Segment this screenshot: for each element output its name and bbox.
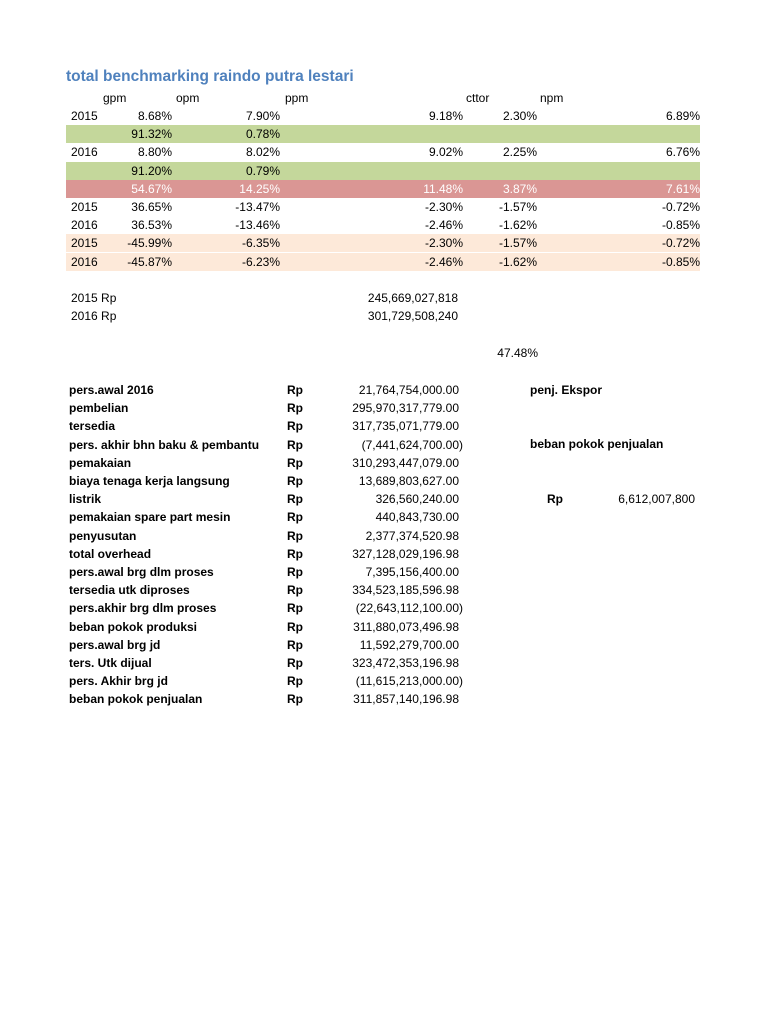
cost-value: 21,764,754,000.00	[358, 383, 459, 397]
header-gpm: gpm	[103, 91, 127, 105]
ratio-row	[66, 253, 700, 271]
cost-value: 326,560,240.00	[375, 492, 459, 507]
cost-currency: Rp	[287, 619, 303, 634]
cost-currency: Rp	[287, 674, 303, 689]
ratio-cell: 7.61%	[665, 181, 700, 196]
cost-value: 334,523,185,596.98	[352, 583, 459, 598]
cost-currency: Rp	[287, 510, 303, 525]
cost-label: beban pokok produksi	[69, 619, 198, 634]
cost-value: 311,880,073,496.98	[353, 619, 459, 634]
sales-value: 245,669,027,818	[367, 291, 458, 305]
cost-label: pers. Akhir brg jd	[69, 674, 168, 689]
ratio-row	[66, 162, 700, 180]
ratio-year: 2015	[71, 236, 98, 251]
ratio-cell: -0.72%	[661, 236, 700, 251]
cost-value: 440,843,730.00	[375, 510, 459, 525]
ratio-cell: 2.25%	[502, 145, 537, 160]
cost-label: pers. akhir bhn baku & pembantu	[69, 437, 260, 452]
cost-currency: Rp	[287, 455, 303, 470]
cost-value: (7,441,624,700.00)	[361, 437, 463, 452]
cost-value: 2,377,374,520.98	[365, 528, 459, 543]
cost-label: pers.awal brg dlm proses	[69, 565, 214, 579]
cost-currency: Rp	[287, 565, 303, 579]
ratio-row	[66, 198, 700, 216]
cost-value: 7,395,156,400.00	[365, 565, 459, 579]
cost-value: (11,615,213,000.00)	[355, 674, 463, 689]
ratio-cell: -2.46%	[424, 218, 463, 233]
cost-label: total overhead	[69, 546, 152, 561]
ratio-cell: -2.46%	[424, 254, 463, 269]
header-npm: npm	[540, 91, 564, 105]
cost-currency: Rp	[287, 546, 303, 561]
ratio-row	[66, 180, 700, 198]
ratio-cell: -2.30%	[424, 200, 463, 214]
ratio-cell: 6.89%	[665, 109, 700, 123]
cost-currency: Rp	[287, 656, 303, 670]
penj-ekspor-label: penj. Ekspor	[530, 383, 603, 397]
cost-value: 295,970,317,779.00	[352, 401, 459, 416]
ratio-cell: 2.30%	[502, 109, 537, 123]
ratio-cell: 9.18%	[428, 109, 463, 123]
cost-currency: Rp	[287, 601, 303, 616]
cost-value: 311,857,140,196.98	[353, 692, 459, 707]
cost-currency: Rp	[287, 401, 303, 416]
cost-label: pembelian	[69, 401, 129, 416]
growth-percent: 47.48%	[497, 346, 538, 360]
cost-currency: Rp	[287, 583, 303, 598]
cost-currency: Rp	[287, 437, 303, 452]
sales-label: 2016 Rp	[71, 309, 117, 323]
ratio-cell: 7.90%	[245, 109, 280, 123]
cost-label: pemakaian spare part mesin	[69, 510, 231, 525]
ratio-cell: 11.48%	[423, 181, 463, 196]
ratio-row	[66, 234, 700, 252]
cost-value: 317,735,071,779.00	[352, 419, 459, 434]
ratio-cell: -13.46%	[235, 218, 280, 233]
header-opm: opm	[176, 91, 200, 105]
cost-currency: Rp	[287, 419, 303, 434]
cost-label: beban pokok penjualan	[69, 692, 203, 707]
cost-label: tersedia utk diproses	[69, 583, 190, 598]
sheet-title: total benchmarking raindo putra lestari	[66, 68, 354, 85]
cost-label: pers.awal 2016	[69, 383, 154, 397]
ratio-cell: -1.57%	[498, 200, 537, 214]
header-cttor: cttor	[466, 91, 490, 105]
ratio-row	[66, 143, 700, 161]
ratio-cell: 91.20%	[131, 163, 172, 178]
cost-value: 310,293,447,079.00	[352, 455, 459, 470]
ratio-cell: -45.87%	[127, 254, 172, 269]
cost-label: ters. Utk dijual	[69, 656, 152, 670]
ratio-cell: 9.02%	[428, 145, 463, 160]
cost-label: listrik	[69, 492, 102, 507]
ratio-cell: -2.30%	[424, 236, 463, 251]
ratio-cell: -6.23%	[241, 254, 280, 269]
ratio-cell: 36.53%	[131, 218, 172, 233]
ratio-cell: -0.72%	[661, 200, 700, 214]
header-ppm: ppm	[285, 91, 309, 105]
cost-label: pers.akhir brg dlm proses	[69, 601, 217, 616]
ratio-cell: 0.78%	[245, 127, 280, 142]
side-amount: 6,612,007,800	[618, 492, 695, 506]
ratio-year: 2016	[71, 254, 98, 269]
sales-label: 2015 Rp	[71, 291, 117, 305]
beban-pokok-label: beban pokok penjualan	[530, 437, 664, 451]
ratio-row	[66, 107, 700, 125]
ratio-row	[66, 216, 700, 234]
cost-value: 327,128,029,196.98	[352, 546, 459, 561]
cost-value: 13,689,803,627.00	[358, 474, 459, 488]
ratio-year: 2015	[71, 200, 98, 214]
cost-value: (22,643,112,100.00)	[355, 601, 463, 616]
cost-label: pers.awal brg jd	[69, 637, 161, 652]
ratio-year: 2015	[71, 109, 98, 123]
ratio-cell: -1.57%	[498, 236, 537, 251]
cost-currency: Rp	[287, 383, 303, 397]
ratio-cell: -1.62%	[498, 254, 537, 269]
cost-label: pemakaian	[69, 455, 132, 470]
ratio-cell: 6.76%	[665, 145, 700, 160]
ratio-year: 2016	[71, 218, 98, 233]
cost-value: 323,472,353,196.98	[352, 656, 459, 670]
ratio-cell: -45.99%	[127, 236, 172, 251]
ratio-cell: -1.62%	[498, 218, 537, 233]
ratio-cell: 91.32%	[131, 127, 172, 142]
cost-label: penyusutan	[69, 528, 137, 543]
ratio-cell: 3.87%	[502, 181, 537, 196]
cost-label: biaya tenaga kerja langsung	[69, 474, 230, 488]
cost-currency: Rp	[287, 692, 303, 707]
cost-currency: Rp	[287, 528, 303, 543]
ratio-cell: 8.80%	[137, 145, 172, 160]
cost-currency: Rp	[287, 474, 303, 488]
ratio-row	[66, 125, 700, 143]
side-currency: Rp	[547, 492, 563, 506]
ratio-cell: -6.35%	[241, 236, 280, 251]
ratio-cell: -13.47%	[235, 200, 280, 214]
ratio-year: 2016	[71, 145, 98, 160]
ratio-cell: 36.65%	[131, 200, 172, 214]
cost-currency: Rp	[287, 637, 303, 652]
ratio-cell: 8.02%	[245, 145, 280, 160]
ratio-cell: 0.79%	[245, 163, 280, 178]
ratio-cell: 8.68%	[137, 109, 172, 123]
sales-value: 301,729,508,240	[367, 309, 458, 323]
cost-currency: Rp	[287, 492, 303, 507]
ratio-cell: -0.85%	[661, 218, 700, 233]
ratio-cell: 14.25%	[239, 181, 280, 196]
ratio-cell: -0.85%	[661, 254, 700, 269]
cost-label: tersedia	[69, 419, 116, 434]
cost-value: 11,592,279,700.00	[359, 637, 459, 652]
ratio-cell: 54.67%	[131, 181, 172, 196]
